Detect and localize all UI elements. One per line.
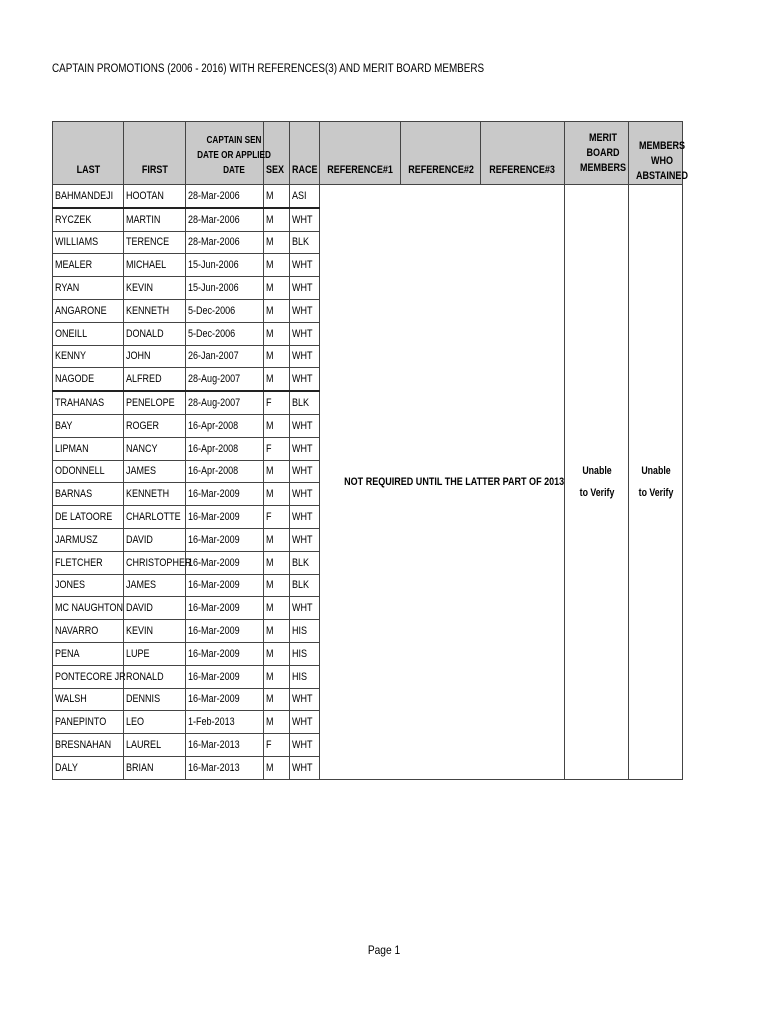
cell-sex: M	[264, 231, 290, 254]
header-abstained: MEMBERS WHO ABSTAINED	[629, 122, 683, 185]
cell-last: LIPMAN	[53, 437, 124, 460]
cell-first: DENNIS	[124, 688, 186, 711]
cell-last: RYAN	[53, 277, 124, 300]
cell-last: ONEILL	[53, 322, 124, 345]
cell-race: WHT	[290, 299, 320, 322]
cell-first: JAMES	[124, 460, 186, 483]
cell-date: 16-Mar-2009	[186, 551, 264, 574]
cell-race: WHT	[290, 711, 320, 734]
cell-sex: M	[264, 688, 290, 711]
cell-first: LUPE	[124, 642, 186, 665]
cell-last: KENNY	[53, 345, 124, 368]
cell-last: ANGARONE	[53, 299, 124, 322]
cell-first: TERENCE	[124, 231, 186, 254]
cell-sex: M	[264, 368, 290, 391]
header-date: CAPTAIN SEN DATE OR APPLIED DATE	[186, 122, 264, 185]
cell-race: WHT	[290, 414, 320, 437]
cell-first: KEVIN	[124, 277, 186, 300]
cell-last: TRAHANAS	[53, 391, 124, 414]
cell-first: JOHN	[124, 345, 186, 368]
cell-date: 28-Mar-2006	[186, 208, 264, 231]
cell-last: WALSH	[53, 688, 124, 711]
cell-race: WHT	[290, 688, 320, 711]
cell-sex: F	[264, 437, 290, 460]
header-race: RACE	[290, 122, 320, 185]
cell-last: MEALER	[53, 254, 124, 277]
abstained-value: Unable to Verify	[629, 185, 683, 780]
header-reference-1: REFERENCE#1	[320, 122, 401, 185]
cell-date: 16-Mar-2009	[186, 642, 264, 665]
cell-first: BRIAN	[124, 756, 186, 779]
cell-race: BLK	[290, 551, 320, 574]
cell-date: 28-Aug-2007	[186, 368, 264, 391]
cell-sex: M	[264, 254, 290, 277]
cell-sex: M	[264, 642, 290, 665]
cell-date: 16-Mar-2013	[186, 756, 264, 779]
cell-date: 16-Mar-2009	[186, 665, 264, 688]
cell-first: LAUREL	[124, 734, 186, 757]
cell-sex: M	[264, 756, 290, 779]
cell-sex: M	[264, 208, 290, 231]
cell-sex: M	[264, 299, 290, 322]
cell-sex: M	[264, 277, 290, 300]
cell-date: 16-Apr-2008	[186, 460, 264, 483]
cell-first: MARTIN	[124, 208, 186, 231]
cell-sex: M	[264, 345, 290, 368]
cell-first: DAVID	[124, 528, 186, 551]
cell-sex: M	[264, 551, 290, 574]
cell-sex: M	[264, 185, 290, 208]
cell-first: KEVIN	[124, 620, 186, 643]
cell-sex: M	[264, 528, 290, 551]
table-row	[53, 185, 683, 208]
cell-race: BLK	[290, 391, 320, 414]
cell-sex: M	[264, 460, 290, 483]
cell-race: WHT	[290, 597, 320, 620]
cell-race: WHT	[290, 368, 320, 391]
cell-sex: F	[264, 391, 290, 414]
cell-race: HIS	[290, 642, 320, 665]
page-footer: Page 1	[367, 943, 401, 957]
cell-first: RONALD	[124, 665, 186, 688]
cell-date: 16-Mar-2009	[186, 574, 264, 597]
cell-race: WHT	[290, 277, 320, 300]
cell-sex: F	[264, 506, 290, 529]
cell-race: BLK	[290, 231, 320, 254]
cell-last: RYCZEK	[53, 208, 124, 231]
cell-sex: M	[264, 620, 290, 643]
cell-sex: M	[264, 665, 290, 688]
cell-first: NANCY	[124, 437, 186, 460]
cell-race: WHT	[290, 528, 320, 551]
cell-date: 16-Mar-2009	[186, 688, 264, 711]
cell-date: 16-Apr-2008	[186, 437, 264, 460]
cell-date: 16-Mar-2009	[186, 483, 264, 506]
header-merit-board: MERIT BOARD MEMBERS	[565, 122, 629, 185]
cell-first: CHARLOTTE	[124, 506, 186, 529]
cell-race: HIS	[290, 665, 320, 688]
cell-first: JAMES	[124, 574, 186, 597]
cell-last: PANEPINTO	[53, 711, 124, 734]
cell-last: MC NAUGHTON	[53, 597, 124, 620]
cell-last: ODONNELL	[53, 460, 124, 483]
cell-last: PONTECORE JR	[53, 665, 124, 688]
cell-first: PENELOPE	[124, 391, 186, 414]
cell-first: ROGER	[124, 414, 186, 437]
cell-race: HIS	[290, 620, 320, 643]
page-title: CAPTAIN PROMOTIONS (2006 - 2016) WITH REFERENCES(3) AND MERIT BOARD MEMBERS	[52, 63, 485, 75]
table-body	[53, 185, 683, 780]
cell-race: WHT	[290, 734, 320, 757]
cell-date: 16-Mar-2009	[186, 620, 264, 643]
cell-last: PENA	[53, 642, 124, 665]
cell-sex: M	[264, 597, 290, 620]
cell-last: WILLIAMS	[53, 231, 124, 254]
cell-race: WHT	[290, 437, 320, 460]
cell-date: 16-Apr-2008	[186, 414, 264, 437]
cell-first: CHRISTOPHER	[124, 551, 186, 574]
header-reference-3: REFERENCE#3	[481, 122, 565, 185]
cell-sex: M	[264, 574, 290, 597]
cell-date: 1-Feb-2013	[186, 711, 264, 734]
cell-first: DONALD	[124, 322, 186, 345]
cell-race: BLK	[290, 574, 320, 597]
header-first: FIRST	[124, 122, 186, 185]
cell-first: MICHAEL	[124, 254, 186, 277]
cell-last: NAVARRO	[53, 620, 124, 643]
cell-last: NAGODE	[53, 368, 124, 391]
cell-date: 16-Mar-2009	[186, 528, 264, 551]
cell-sex: M	[264, 322, 290, 345]
header-sex: SEX	[264, 122, 290, 185]
cell-first: LEO	[124, 711, 186, 734]
cell-date: 5-Dec-2006	[186, 322, 264, 345]
cell-race: WHT	[290, 208, 320, 231]
cell-race: ASI	[290, 185, 320, 208]
cell-last: JONES	[53, 574, 124, 597]
cell-date: 15-Jun-2006	[186, 277, 264, 300]
references-note: NOT REQUIRED UNTIL THE LATTER PART OF 2013	[320, 185, 565, 780]
cell-last: BAHMANDEJI	[53, 185, 124, 208]
cell-date: 15-Jun-2006	[186, 254, 264, 277]
cell-date: 5-Dec-2006	[186, 299, 264, 322]
cell-sex: M	[264, 711, 290, 734]
cell-race: WHT	[290, 506, 320, 529]
cell-race: WHT	[290, 254, 320, 277]
cell-race: WHT	[290, 322, 320, 345]
cell-date: 16-Mar-2009	[186, 597, 264, 620]
cell-last: BRESNAHAN	[53, 734, 124, 757]
cell-last: DE LATOORE	[53, 506, 124, 529]
cell-sex: M	[264, 483, 290, 506]
cell-date: 16-Mar-2013	[186, 734, 264, 757]
cell-race: WHT	[290, 483, 320, 506]
cell-first: KENNETH	[124, 299, 186, 322]
cell-last: JARMUSZ	[53, 528, 124, 551]
cell-date: 28-Aug-2007	[186, 391, 264, 414]
cell-date: 16-Mar-2009	[186, 506, 264, 529]
cell-sex: M	[264, 414, 290, 437]
cell-race: WHT	[290, 460, 320, 483]
cell-last: BAY	[53, 414, 124, 437]
header-reference-2: REFERENCE#2	[401, 122, 481, 185]
cell-first: ALFRED	[124, 368, 186, 391]
header-row	[53, 122, 683, 185]
merit-board-value: Unable to Verify	[565, 185, 629, 780]
cell-first: HOOTAN	[124, 185, 186, 208]
cell-last: DALY	[53, 756, 124, 779]
cell-race: WHT	[290, 345, 320, 368]
cell-date: 28-Mar-2006	[186, 231, 264, 254]
cell-first: KENNETH	[124, 483, 186, 506]
cell-date: 26-Jan-2007	[186, 345, 264, 368]
promotions-table	[52, 121, 688, 780]
cell-first: DAVID	[124, 597, 186, 620]
header-last: LAST	[53, 122, 124, 185]
cell-last: FLETCHER	[53, 551, 124, 574]
cell-race: WHT	[290, 756, 320, 779]
cell-date: 28-Mar-2006	[186, 185, 264, 208]
cell-sex: F	[264, 734, 290, 757]
cell-last: BARNAS	[53, 483, 124, 506]
